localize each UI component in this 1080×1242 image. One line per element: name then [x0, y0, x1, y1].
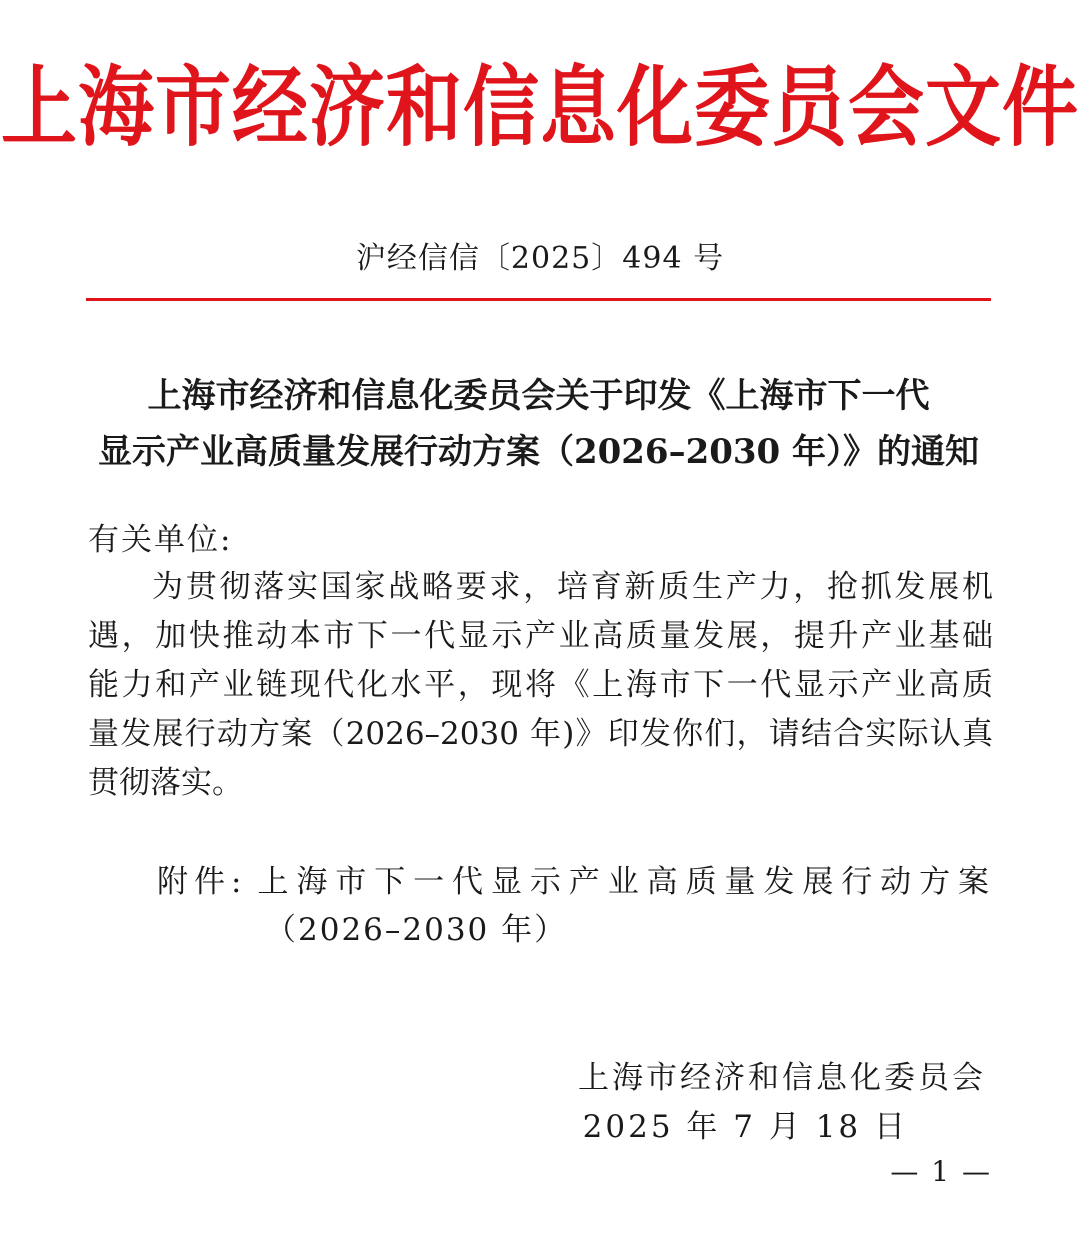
notice-title-line-1: 上海市经济和信息化委员会关于印发《上海市下一代 [147, 376, 930, 416]
salutation: 有关单位: [88, 522, 233, 558]
body-paragraph [88, 563, 993, 808]
red-divider [86, 298, 991, 301]
document-number: 沪经信信〔2025〕494 号 [355, 241, 725, 276]
signature-organization: 上海市经济和信息化委员会 [578, 1060, 986, 1096]
attachment-block [157, 858, 989, 954]
attachment-title-years: （2026–2030 年） [265, 912, 568, 948]
body-line: 为贯彻落实国家战略要求，培育新质生产力，抢抓发展机 [152, 569, 993, 605]
signature-date: 2025 年 7 月 18 日 [582, 1109, 908, 1145]
notice-title-line-2: 显示产业高质量发展行动方案（2026–2030 年）》的通知 [97, 432, 980, 472]
body-line: 能力和产业链现代化水平，现将《上海市下一代显示产业高质 [88, 667, 993, 703]
attachment-label: 附件: [157, 864, 248, 900]
notice-title [86, 368, 991, 480]
body-line: 量发展行动方案（2026–2030 年)》印发你们，请结合实际认真 [88, 716, 993, 752]
body-line: 贯彻落实。 [88, 765, 243, 801]
page-number: — 1 — [890, 1155, 992, 1188]
issuer-title: 上海市经济和信息化委员会文件 [1, 55, 1079, 159]
attachment-title: 上海市下一代显示产业高质量发展行动方案 [257, 864, 989, 900]
body-line: 遇，加快推动本市下一代显示产业高质量发展，提升产业基础 [88, 618, 993, 654]
